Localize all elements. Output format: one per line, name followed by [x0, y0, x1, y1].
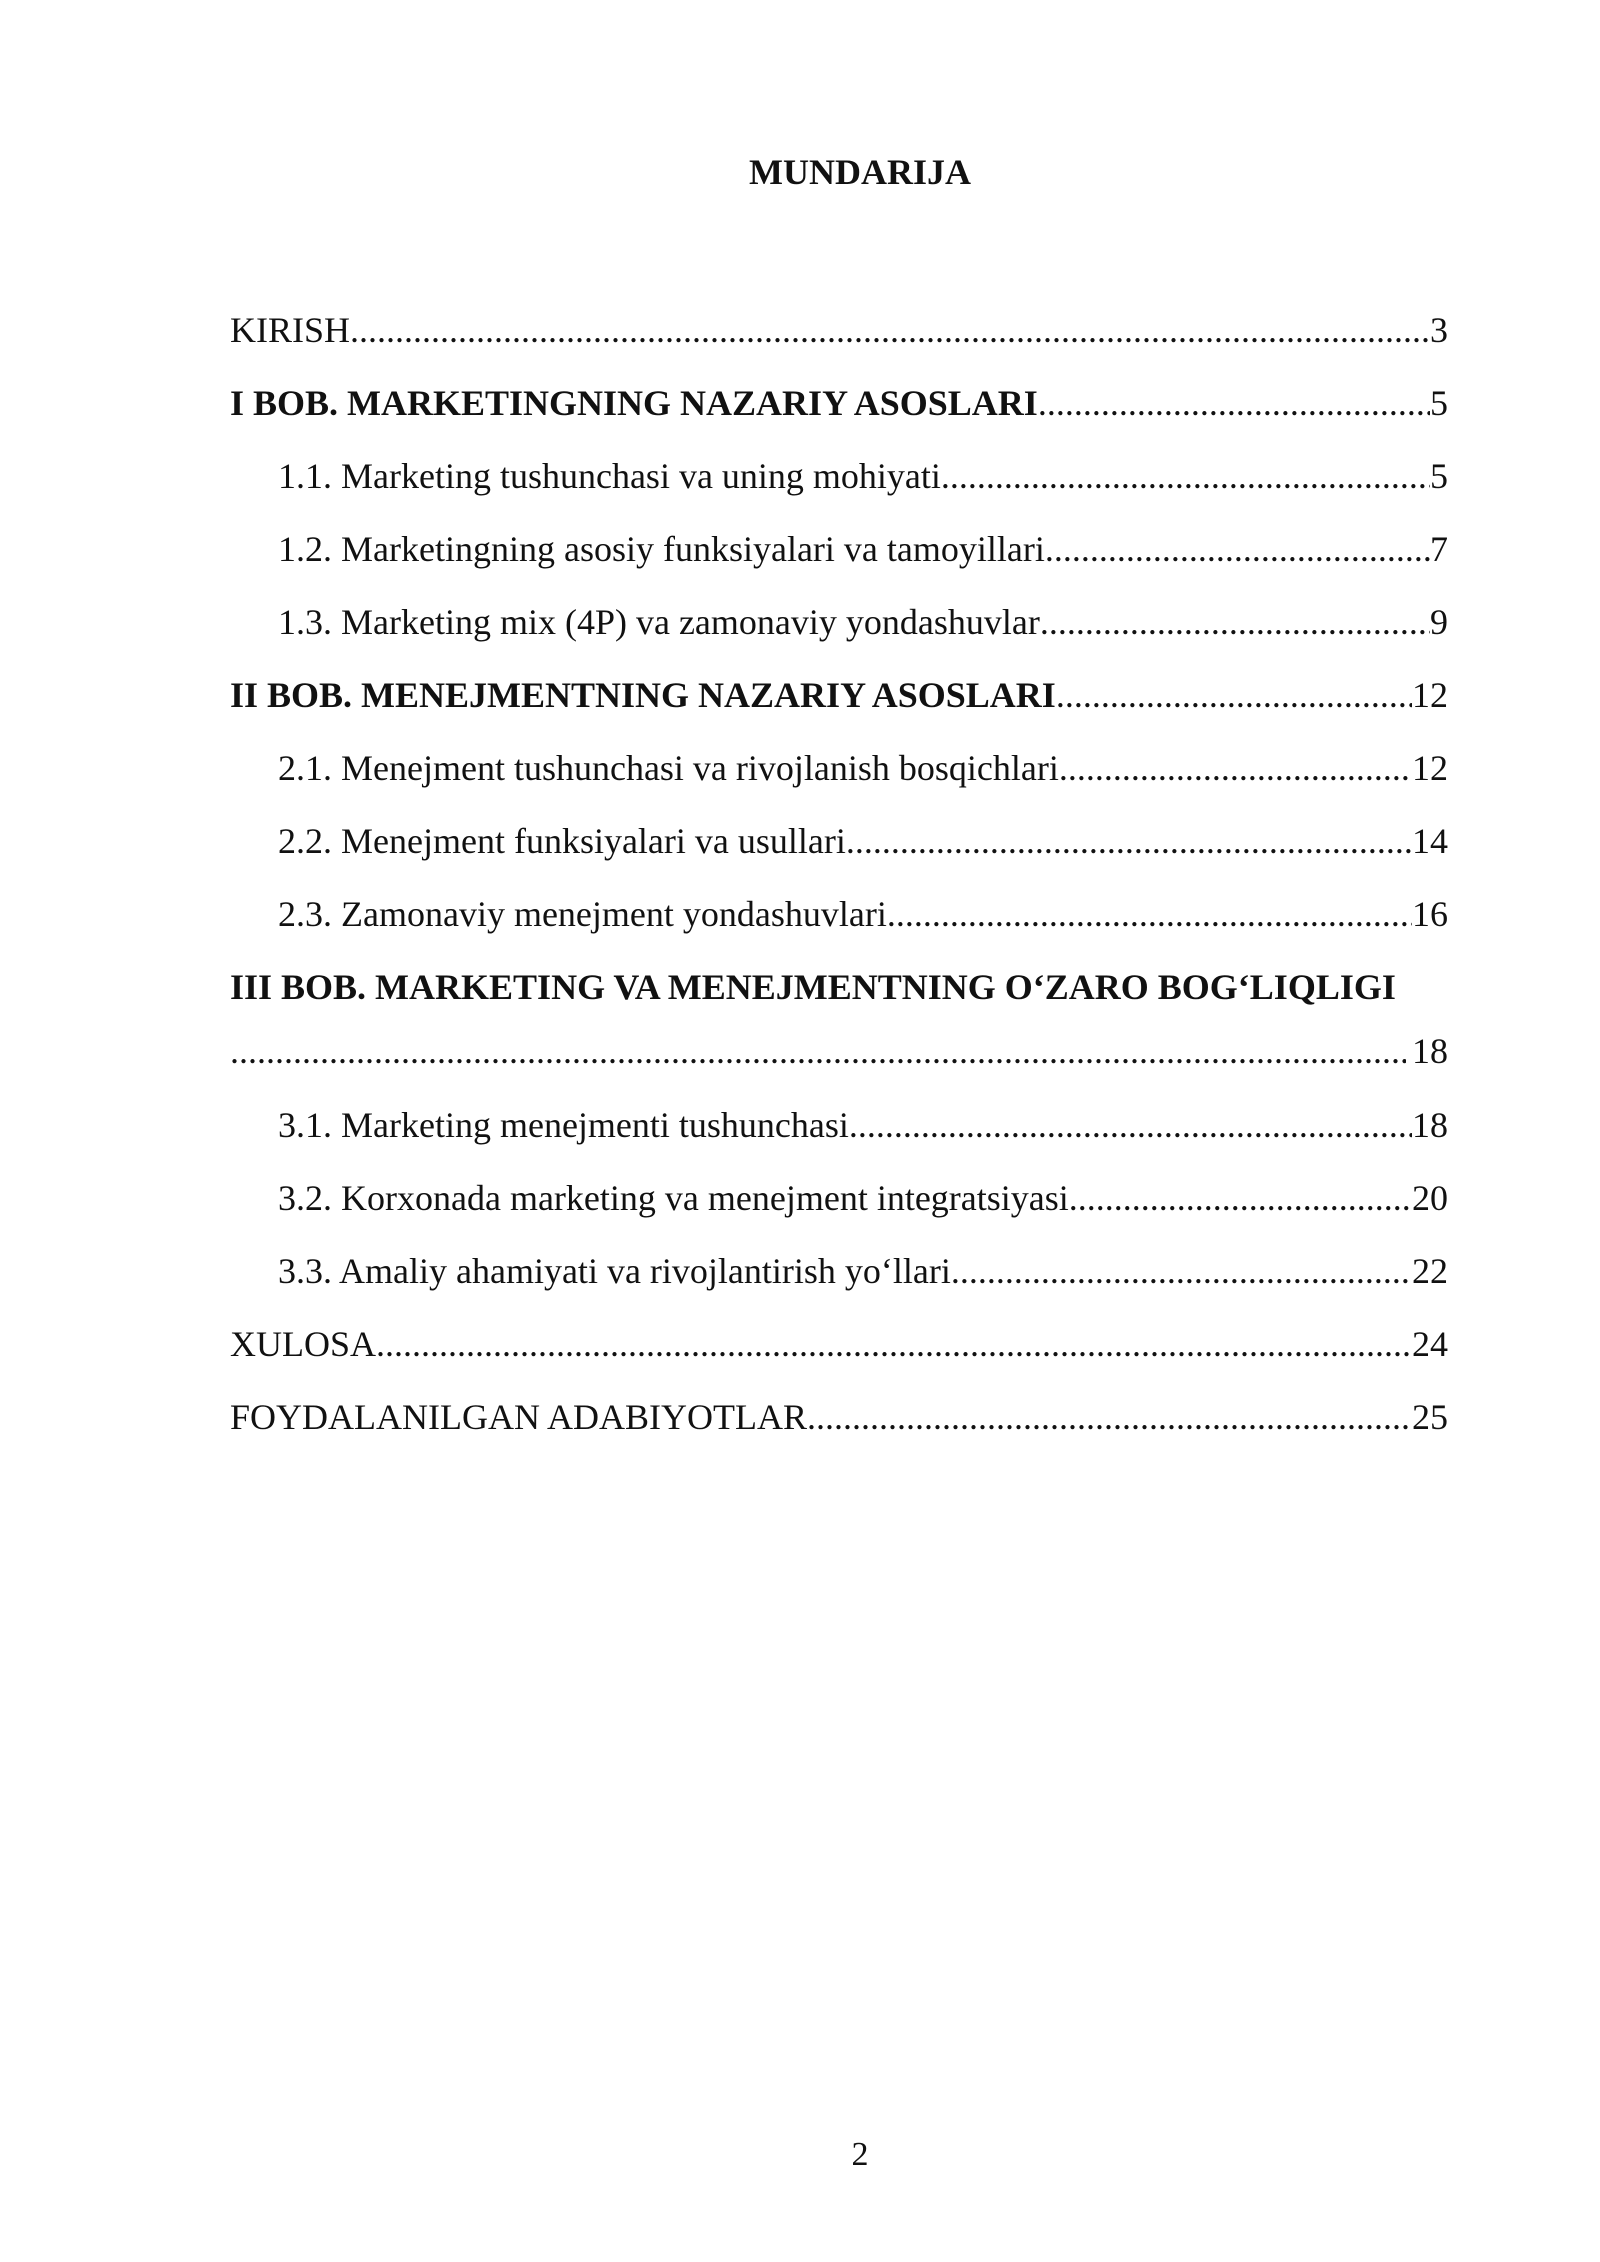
toc-leader-dots — [849, 1100, 1412, 1150]
toc-wrap-line — [230, 1026, 1448, 1076]
toc-entry-page: 25 — [1412, 1397, 1448, 1437]
toc-entry-page: 7 — [1430, 529, 1448, 569]
toc-entry-2-1[interactable] — [230, 743, 1448, 816]
toc-entry-page: 20 — [1412, 1178, 1448, 1218]
toc-entry-references[interactable] — [230, 1392, 1448, 1465]
toc-entry-chapter-2[interactable] — [230, 670, 1448, 743]
toc-entry-label: 1.3. Marketing mix (4P) va zamonaviy yondashuvlar — [278, 602, 1040, 642]
toc-leader-dots — [350, 305, 1430, 355]
toc-entry-label: KIRISH — [230, 310, 351, 350]
toc-entry-page: 12 — [1412, 675, 1448, 715]
toc-entry-label: FOYDALANILGAN ADABIYOTLAR — [230, 1397, 807, 1437]
toc-leader-dots — [887, 889, 1412, 939]
toc-entry-page: 24 — [1412, 1324, 1448, 1364]
toc-entry-label: 3.3. Amaliy ahamiyati va rivojlantirish yo‘llari — [278, 1251, 951, 1291]
toc-leader-dots — [376, 1319, 1412, 1369]
toc-entry-1-3[interactable] — [230, 597, 1448, 670]
toc-entry-label: I BOB. MARKETINGNING NAZARIY ASOSLARI — [230, 383, 1038, 423]
toc-entry-label: 2.2. Menejment funksiyalari va usullari — [278, 821, 846, 861]
toc-entry-page: 5 — [1430, 383, 1448, 423]
toc-leader-dots — [1056, 670, 1412, 720]
toc-entry-chapter-3[interactable] — [230, 962, 1448, 1100]
toc-entry-1-2[interactable] — [230, 524, 1448, 597]
table-of-contents — [230, 305, 1448, 1465]
toc-entry-page: 18 — [1412, 1031, 1448, 1071]
toc-entry-chapter-1[interactable] — [230, 378, 1448, 451]
toc-entry-3-1[interactable] — [230, 1100, 1448, 1173]
toc-leader-dots — [1045, 524, 1430, 574]
toc-entry-label: XULOSA — [230, 1324, 377, 1364]
toc-leader-dots — [941, 451, 1430, 501]
toc-entry-2-3[interactable] — [230, 889, 1448, 962]
toc-entry-page: 12 — [1412, 748, 1448, 788]
page-title: MUNDARIJA — [749, 152, 971, 192]
toc-entry-page: 18 — [1412, 1105, 1448, 1145]
toc-entry-label: 1.1. Marketing tushunchasi va uning mohiyati — [278, 456, 941, 496]
toc-entry-page: 3 — [1430, 310, 1448, 350]
toc-leader-dots — [846, 816, 1412, 866]
toc-leader-dots — [807, 1392, 1412, 1442]
toc-entry-kirish[interactable] — [230, 305, 1448, 378]
toc-leader-dots — [1040, 597, 1430, 647]
toc-entry-label: 1.2. Marketingning asosiy funksiyalari va tamoyillari — [278, 529, 1045, 569]
toc-entry-page: 5 — [1430, 456, 1448, 496]
page-number: 2 — [851, 2136, 869, 2173]
toc-entry-label: 2.1. Menejment tushunchasi va rivojlanish bosqichlari — [278, 748, 1059, 788]
toc-leader-dots — [1069, 1173, 1412, 1223]
toc-entry-3-3[interactable] — [230, 1246, 1448, 1319]
toc-entry-xulosa[interactable] — [230, 1319, 1448, 1392]
toc-entry-2-2[interactable] — [230, 816, 1448, 889]
toc-leader-dots — [1059, 743, 1412, 793]
toc-entry-label: 3.1. Marketing menejmenti tushunchasi — [278, 1105, 849, 1145]
toc-entry-label: 3.2. Korxonada marketing va menejment integratsiyasi — [278, 1178, 1069, 1218]
toc-entry-page: 9 — [1430, 602, 1448, 642]
toc-entry-page: 14 — [1412, 821, 1448, 861]
toc-leader-dots — [230, 1026, 1406, 1076]
toc-leader-dots — [951, 1246, 1412, 1296]
toc-entry-label: 2.3. Zamonaviy menejment yondashuvlari — [278, 894, 887, 934]
toc-entry-label: III BOB. MARKETING VA MENEJMENTNING O‘ZARO BOG‘LIQLIGI — [230, 967, 1396, 1007]
toc-leader-dots — [1038, 378, 1430, 428]
toc-entry-label: II BOB. MENEJMENTNING NAZARIY ASOSLARI — [230, 675, 1056, 715]
toc-entry-page: 16 — [1412, 894, 1448, 934]
toc-entry-3-2[interactable] — [230, 1173, 1448, 1246]
toc-entry-page: 22 — [1412, 1251, 1448, 1291]
toc-entry-1-1[interactable] — [230, 451, 1448, 524]
